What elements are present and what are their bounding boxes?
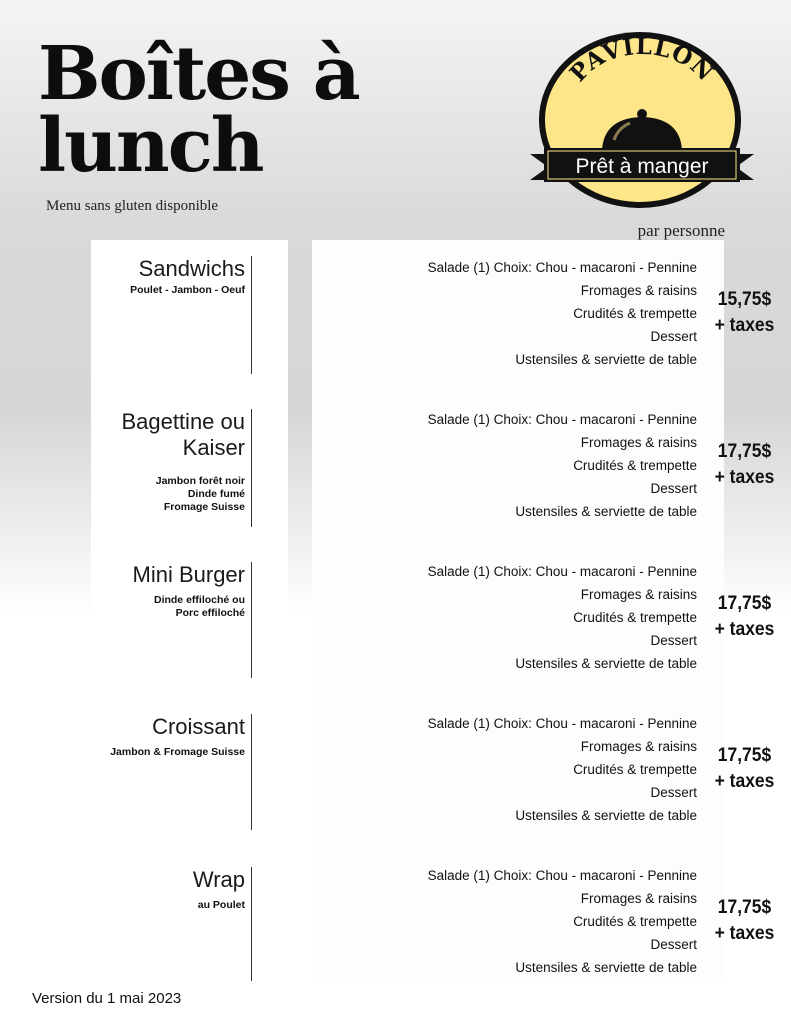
price-tax: + taxes: [714, 467, 775, 488]
menu-items-list: [428, 408, 697, 523]
price-amount: 17,75$: [717, 593, 772, 614]
price-tax: + taxes: [714, 771, 775, 792]
menu-item: Fromages & raisins: [580, 891, 697, 906]
logo-tagline-text: Prêt à manger: [575, 155, 709, 178]
menu-price: [715, 743, 775, 795]
price-amount: 17,75$: [717, 745, 772, 766]
menu-desc: Porc effiloché: [175, 607, 245, 619]
menu-desc: Fromage Suisse: [163, 501, 245, 513]
menu-item: Salade (1) Choix: Chou - macaroni - Pennine: [427, 868, 697, 883]
menu-item: Fromages & raisins: [580, 435, 697, 450]
menu-items-list: [428, 256, 697, 371]
menu-price: [715, 287, 775, 339]
menu-name: Mini Burger: [132, 562, 245, 587]
version-note: Version du 1 mai 2023: [32, 990, 182, 1007]
price-tax: + taxes: [714, 923, 775, 944]
menu-desc: Jambon & Fromage Suisse: [110, 746, 245, 758]
page-title: [38, 31, 359, 189]
menu-items-list: [428, 560, 697, 675]
menu-desc: Dinde effiloché ou: [153, 594, 245, 606]
menu-item: Dessert: [650, 785, 697, 800]
menu-name: Bagettine ou: [121, 409, 245, 434]
menu-price: [715, 439, 775, 491]
menu-item: Crudités & trempette: [573, 914, 697, 929]
menu-item: Crudités & trempette: [573, 458, 697, 473]
pavillon-logo: [528, 30, 756, 210]
menu-item: Crudités & trempette: [573, 306, 697, 321]
gluten-free-note: Menu sans gluten disponible: [46, 198, 219, 214]
menu-item: Ustensiles & serviette de table: [515, 656, 697, 671]
menu-desc: Poulet - Jambon - Oeuf: [130, 284, 245, 296]
title-line-2: lunch: [38, 103, 263, 189]
menu-desc: Dinde fumé: [187, 488, 245, 500]
menu-item: Crudités & trempette: [573, 610, 697, 625]
menu-desc: au Poulet: [197, 899, 245, 911]
menu-item: Ustensiles & serviette de table: [515, 352, 697, 367]
menu-item: Salade (1) Choix: Chou - macaroni - Pennine: [427, 564, 697, 579]
menu-item: Ustensiles & serviette de table: [515, 808, 697, 823]
menu-name-box: [52, 562, 252, 678]
menu-item: Fromages & raisins: [580, 587, 697, 602]
per-person-label: par personne: [637, 221, 725, 240]
menu-item: Dessert: [650, 329, 697, 344]
price-tax: + taxes: [714, 315, 775, 336]
menu-price: [715, 895, 775, 947]
menu-item: Ustensiles & serviette de table: [515, 960, 697, 975]
menu-price: [715, 591, 775, 643]
menu-item: Dessert: [650, 481, 697, 496]
menu-item: Ustensiles & serviette de table: [515, 504, 697, 519]
menu-item: Dessert: [650, 633, 697, 648]
menu-item: Salade (1) Choix: Chou - macaroni - Pennine: [427, 716, 697, 731]
menu-items-list: [428, 712, 697, 827]
title-line-1: Boîtes à: [38, 31, 359, 117]
menu-item: Crudités & trempette: [573, 762, 697, 777]
menu-name: Croissant: [152, 714, 245, 739]
price-tax: + taxes: [714, 619, 775, 640]
menu-name-box: [52, 714, 252, 830]
menu-name: Wrap: [192, 867, 245, 892]
menu-name-box: [52, 409, 252, 527]
price-amount: 17,75$: [717, 441, 772, 462]
price-amount: 15,75$: [717, 289, 772, 310]
menu-name: Kaiser: [182, 435, 245, 460]
menu-item: Salade (1) Choix: Chou - macaroni - Pennine: [427, 260, 697, 275]
menu-item: Fromages & raisins: [580, 283, 697, 298]
menu-items-list: [428, 864, 697, 979]
menu-item: Fromages & raisins: [580, 739, 697, 754]
logo-brand-text: PAVILLON: [564, 32, 720, 88]
menu-item: Dessert: [650, 937, 697, 952]
menu-name: Sandwichs: [138, 256, 245, 281]
menu-item: Salade (1) Choix: Chou - macaroni - Pennine: [427, 412, 697, 427]
price-amount: 17,75$: [717, 897, 772, 918]
menu-desc: Jambon forêt noir: [155, 475, 245, 487]
menu-name-box: [52, 256, 252, 374]
menu-name-box: [52, 867, 252, 981]
